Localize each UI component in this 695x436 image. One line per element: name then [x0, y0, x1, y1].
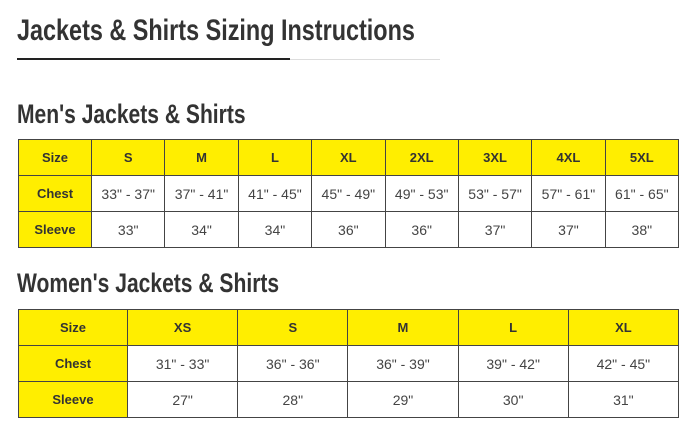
row-label: Sleeve: [19, 212, 92, 248]
table-cell: 27": [128, 382, 238, 418]
row-label: Chest: [19, 346, 128, 382]
table-cell: 42" - 45": [568, 346, 678, 382]
table-cell: 34": [238, 212, 311, 248]
table-row: [19, 176, 679, 212]
table-cell: 36": [312, 212, 385, 248]
header-cell: M: [165, 140, 238, 176]
header-cell: XL: [568, 310, 678, 346]
header-cell: XS: [128, 310, 238, 346]
header-cell: S: [238, 310, 348, 346]
table-cell: 53" - 57": [458, 176, 531, 212]
table-cell: 49" - 53": [385, 176, 458, 212]
table-cell: 30": [458, 382, 568, 418]
header-cell: 2XL: [385, 140, 458, 176]
page-title: Jackets & Shirts Sizing Instructions: [17, 14, 415, 47]
table-cell: 37": [532, 212, 605, 248]
womens-size-table: [18, 309, 679, 418]
header-cell: M: [348, 310, 458, 346]
table-cell: 36" - 36": [238, 346, 348, 382]
table-cell: 61" - 65": [605, 176, 678, 212]
table-cell: 41" - 45": [238, 176, 311, 212]
mens-size-table: [18, 139, 679, 248]
table-cell: 39" - 42": [458, 346, 568, 382]
header-cell: 3XL: [458, 140, 531, 176]
table-cell: 38": [605, 212, 678, 248]
table-cell: 33" - 37": [92, 176, 165, 212]
table-cell: 36" - 39": [348, 346, 458, 382]
table-cell: 31": [568, 382, 678, 418]
header-cell: 5XL: [605, 140, 678, 176]
title-underline: [17, 58, 290, 60]
table-header-row: [19, 310, 679, 346]
table-cell: 29": [348, 382, 458, 418]
header-cell: S: [92, 140, 165, 176]
header-cell: XL: [312, 140, 385, 176]
header-cell: L: [458, 310, 568, 346]
table-cell: 31" - 33": [128, 346, 238, 382]
table-cell: 36": [385, 212, 458, 248]
table-cell: 33": [92, 212, 165, 248]
row-label: Chest: [19, 176, 92, 212]
table-row: [19, 382, 679, 418]
table-cell: 34": [165, 212, 238, 248]
header-cell: Size: [19, 140, 92, 176]
header-cell: Size: [19, 310, 128, 346]
table-cell: 28": [238, 382, 348, 418]
table-cell: 57" - 61": [532, 176, 605, 212]
table-header-row: [19, 140, 679, 176]
table-cell: 37" - 41": [165, 176, 238, 212]
mens-heading: Men's Jackets & Shirts: [17, 99, 246, 129]
womens-heading: Women's Jackets & Shirts: [17, 268, 280, 298]
row-label: Sleeve: [19, 382, 128, 418]
header-cell: 4XL: [532, 140, 605, 176]
table-row: [19, 212, 679, 248]
table-row: [19, 346, 679, 382]
table-cell: 45" - 49": [312, 176, 385, 212]
table-cell: 37": [458, 212, 531, 248]
header-cell: L: [238, 140, 311, 176]
